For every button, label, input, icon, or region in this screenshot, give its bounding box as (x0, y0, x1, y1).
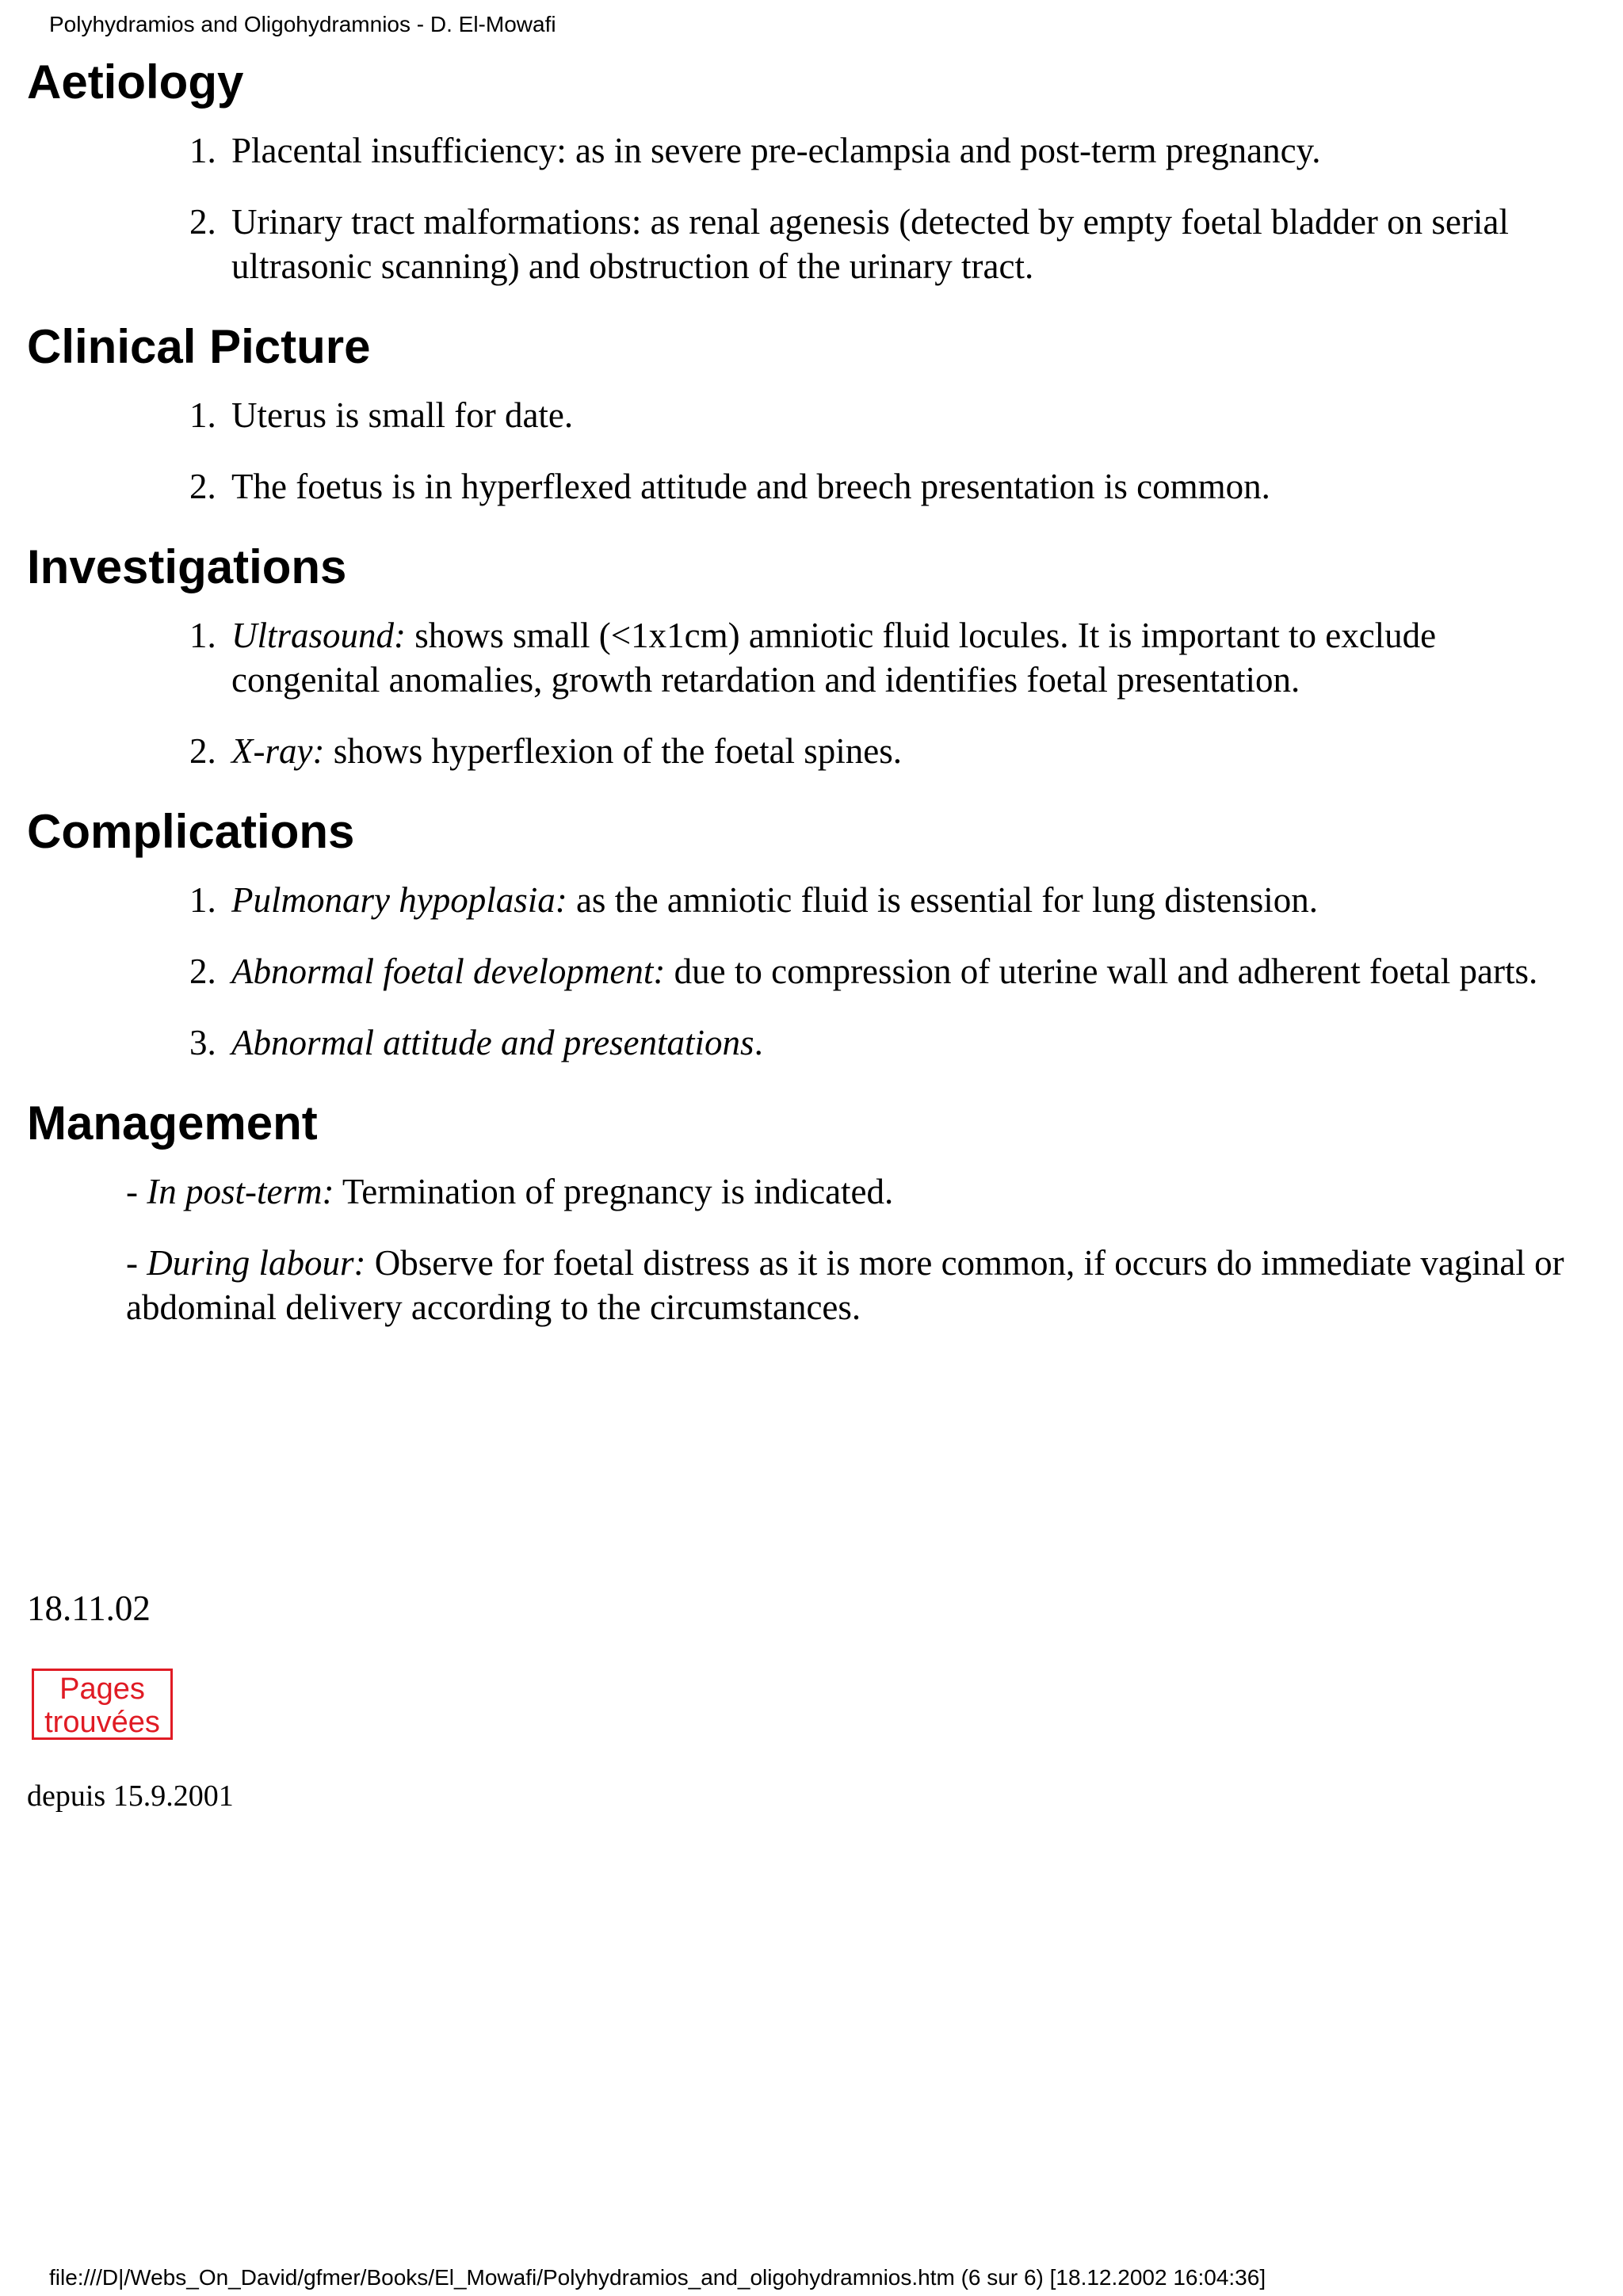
paragraph-prefix: - (126, 1243, 147, 1283)
paragraph-text: Observe for foetal distress as it is more common, if occurs do immediate vaginal or abdominal delivery according to the circumstances. (126, 1243, 1564, 1327)
paragraph-term: During labour: (147, 1243, 366, 1283)
heading-investigations: Investigations (27, 540, 347, 593)
item-term: X-ray: (231, 731, 325, 771)
counter-label-line1: Pages (59, 1672, 145, 1706)
counter-label-line2: trouvées (44, 1706, 160, 1739)
management-paragraph (126, 1169, 1580, 1214)
list-item (225, 1020, 1580, 1065)
page-header-title: Polyhydramios and Oligohydramnios - D. El-Mowafi (49, 12, 556, 36)
document-content (27, 49, 1580, 1329)
list-item (225, 729, 1580, 773)
list-item (225, 949, 1580, 994)
heading-complications: Complications (27, 805, 355, 858)
list-item (225, 128, 1580, 173)
paragraph-text: Termination of pregnancy is indicated. (334, 1172, 894, 1211)
item-text: Uterus is small for date. (231, 395, 574, 435)
list-item (225, 393, 1580, 437)
counter-since-text: depuis 15.9.2001 (27, 1779, 234, 1813)
item-text: shows small (<1x1cm) amniotic fluid locules. It is important to exclude congenital anomalies, growth retardation and identifies foetal presentation. (231, 616, 1437, 700)
item-text: The foetus is in hyperflexed attitude and breech presentation is common. (231, 467, 1270, 506)
document-date: 18.11.02 (27, 1589, 151, 1628)
item-term: Abnormal foetal development: (231, 952, 666, 991)
management-paragraphs (126, 1169, 1580, 1329)
file-path-footer: file:///D|/Webs_On_David/gfmer/Books/El_Mowafi/Polyhydramios_and_oligohydramnios.htm (6 sur 6) [18.12.2002 16:04:36] (49, 2265, 1266, 2290)
item-text: shows hyperflexion of the foetal spines. (324, 731, 903, 771)
aetiology-list (27, 128, 1580, 288)
heading-aetiology: Aetiology (27, 55, 244, 109)
investigations-list (27, 613, 1580, 773)
list-item (225, 878, 1580, 922)
item-text: Urinary tract malformations: as renal agenesis (detected by empty foetal bladder on serial ultrasonic scanning) and obstruction of the urinary tract. (231, 202, 1509, 286)
heading-clinical-picture: Clinical Picture (27, 320, 371, 373)
list-item (225, 200, 1580, 288)
paragraph-term: In post-term: (147, 1172, 334, 1211)
item-text: due to compression of uterine wall and adherent foetal parts. (665, 952, 1538, 991)
item-term: Abnormal attitude and presentations (231, 1023, 754, 1062)
list-item (225, 613, 1580, 702)
heading-management: Management (27, 1097, 318, 1150)
item-term: Ultrasound: (231, 616, 407, 655)
complications-list (27, 878, 1580, 1065)
clinical-list (27, 393, 1580, 509)
page-counter-badge[interactable] (32, 1669, 173, 1740)
item-text: Placental insufficiency: as in severe pre-eclampsia and post-term pregnancy. (231, 131, 1321, 170)
list-item (225, 464, 1580, 509)
item-text: as the amniotic fluid is essential for lung distension. (567, 880, 1319, 920)
management-paragraph (126, 1241, 1580, 1329)
paragraph-prefix: - (126, 1172, 147, 1211)
item-text: . (754, 1023, 763, 1062)
item-term: Pulmonary hypoplasia: (231, 880, 567, 920)
